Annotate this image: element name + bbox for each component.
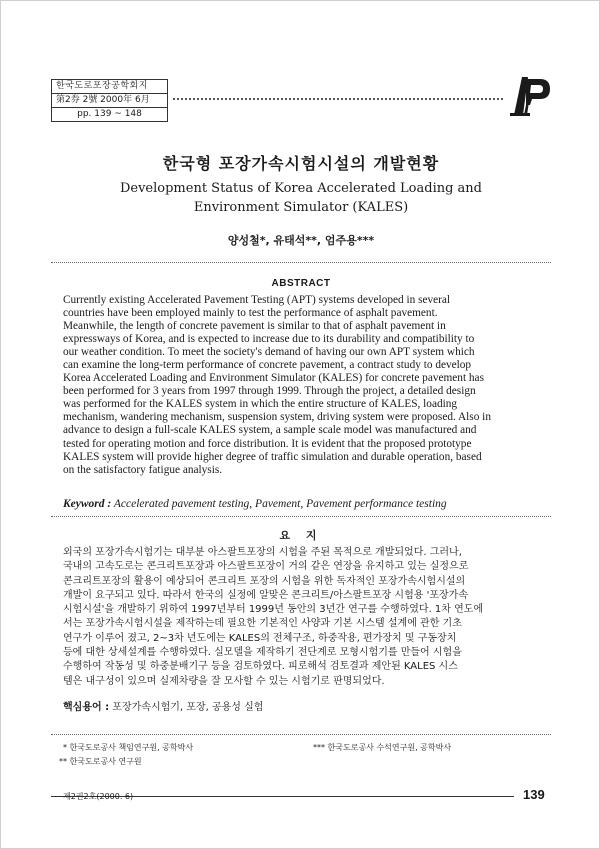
summary-line: 수행하여 작동성 및 하중분배기구 등을 검토하였다. 피로해석 검토결과 제안된 KALES 시스 bbox=[63, 661, 458, 673]
abstract-line: was performed for the KALES system in which the entire structure of KALES, loading bbox=[63, 398, 458, 411]
footer-issue: 제2권2호(2000. 6) bbox=[63, 792, 134, 801]
summary-body-korean bbox=[63, 546, 541, 689]
footnote-2: ** 한국도로공사 연구원 bbox=[59, 757, 142, 766]
summary-heading: 요 지 bbox=[279, 529, 323, 542]
authors: 양성철*, 유태석**, 엄주용*** bbox=[227, 234, 375, 247]
journal-pages: pp. 139 ~ 148 bbox=[77, 109, 142, 119]
road-pavement-logo-icon bbox=[506, 75, 552, 117]
summary-line: 템은 내구성이 있으며 실제차량을 잘 모사할 수 있는 시험기로 판명되었다. bbox=[63, 675, 385, 687]
abstract-line: Currently existing Accelerated Pavement Testing (APT) systems developed in several bbox=[63, 294, 451, 306]
divider-rule bbox=[51, 262, 551, 263]
footnote-1: * 한국도로공사 책임연구원, 공학박사 bbox=[63, 743, 194, 752]
keyword-korean-text: 포장가속시험기, 포장, 공용성 실험 bbox=[109, 702, 264, 713]
paper-title-korean: 한국형 포장가속시험시설의 개발현황 bbox=[162, 154, 440, 173]
journal-volume-issue: 第2券 2號 2000年 6月 bbox=[52, 94, 167, 108]
title-en-line: Development Status of Korea Accelerated Loading and bbox=[119, 181, 483, 196]
header-dotted-rule bbox=[173, 98, 503, 100]
keyword-text: Accelerated pavement testing, Pavement, Pavement performance testing bbox=[111, 498, 447, 510]
abstract-line: been performed for 3 years from 1997 through 1999. Through the project, a detailed design bbox=[63, 385, 476, 398]
keyword-korean-line bbox=[63, 698, 263, 713]
abstract-line: can examine the long-term performance of concrete pavement, a contract study to develop bbox=[63, 359, 472, 372]
footnote-3: *** 한국도로공사 수석연구원, 공학박사 bbox=[313, 743, 452, 752]
title-en-line: Environment Simulator (KALES) bbox=[193, 200, 409, 215]
keyword-label: Keyword : bbox=[63, 498, 112, 510]
summary-line: 연구가 이루어 졌고, 2~3차 년도에는 KALES의 전체구조, 하중작용, 편가장치 및 구동장치 bbox=[63, 632, 457, 644]
abstract-body bbox=[63, 294, 541, 477]
abstract-line: Meanwhile, the length of concrete pavement is similar to that of asphalt pavement in bbox=[63, 320, 446, 333]
abstract-line: mechanism, wandering mechanism, suspension system, driving system were proposed. Also in bbox=[63, 411, 491, 424]
journal-name: 한국도로포장공학회지 bbox=[52, 80, 167, 94]
summary-line: 서는 포장가속시험시설을 제작하는데 필요한 기본적인 사양과 기본 시스템 설계에 관한 기초 bbox=[63, 618, 462, 630]
paper-title-english bbox=[81, 179, 521, 217]
abstract-line: Korea Accelerated Loading and Environment Simulator (KALES) for concrete pavement has bbox=[63, 372, 484, 385]
abstract-line: countries have been employed mainly to test the performance of asphalt pavement. bbox=[63, 307, 438, 320]
abstract-heading: ABSTRACT bbox=[271, 278, 331, 289]
summary-line: 국내의 고속도로는 콘크리트포장과 아스팔트포장이 거의 같은 연장을 유지하고 있는 실정으로 bbox=[63, 561, 469, 573]
summary-line: 외국의 포장가속시험기는 대부분 아스팔트포장의 시험을 주된 목적으로 개발되었다. 그러나, bbox=[63, 547, 462, 558]
summary-line: 등에 대한 상세설계를 수행하였다. 실모델을 제작하기 전단계로 모형시험기를 만들어 시험을 bbox=[63, 647, 462, 659]
summary-line: 개발이 요구되고 있다. 따라서 한국의 실정에 알맞은 콘크리트/아스팔트포장 시험용 '포장가속 bbox=[63, 589, 468, 601]
keyword-line bbox=[63, 498, 541, 510]
divider-rule bbox=[51, 516, 551, 517]
footnote-rule bbox=[51, 734, 551, 735]
page-number: 139 bbox=[523, 787, 545, 802]
abstract-line: advance to design a full-scale KALES system, a sample scale model was manufactured and bbox=[63, 424, 477, 437]
abstract-line: our weather condition. To meet the society's demand of having our own APT system which bbox=[63, 346, 475, 359]
abstract-line: on the satisfactory fatigue analysis. bbox=[63, 463, 223, 476]
journal-info-box bbox=[51, 79, 168, 122]
abstract-line: KALES system will provide higher degree of traffic simulation and durable operation, based bbox=[63, 450, 482, 463]
abstract-line: expressways of Korea, and is expected to increase due to its durability and compatibility to bbox=[63, 333, 475, 346]
keyword-korean-label: 핵심용어 : bbox=[63, 702, 110, 713]
summary-line: 시험시설'을 개발하기 위하여 1997년부터 1999년 동안의 3년간 연구를 수행하였다. 1차 연도에 bbox=[63, 604, 484, 616]
abstract-line: tested for operating motion and force distribution. It is evident that the proposed prototype bbox=[63, 437, 472, 450]
summary-line: 콘크리트포장의 활용이 예상되어 콘크리트 포장의 시험을 위한 독자적인 포장가속시험시설의 bbox=[63, 575, 466, 587]
